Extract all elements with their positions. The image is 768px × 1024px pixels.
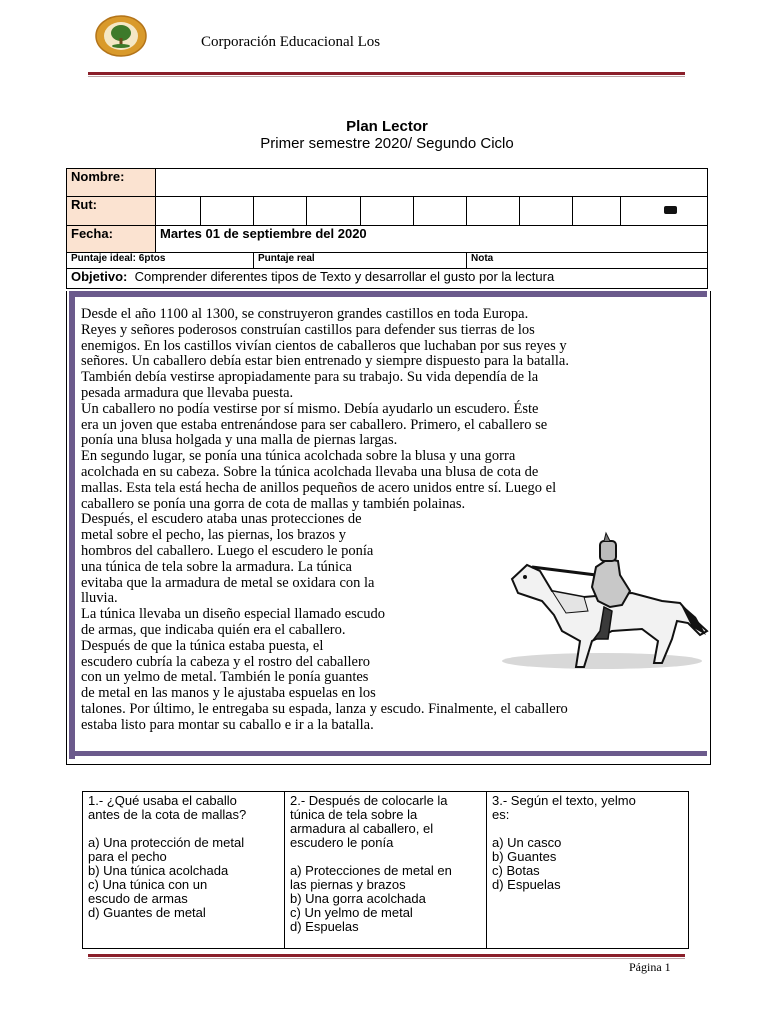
page-title: Plan Lector: [346, 118, 428, 135]
passage-line: era un joven que estaba entrenándose para ser caballero. Primero, el caballero se: [81, 416, 548, 433]
rut-digit-box[interactable]: [254, 197, 307, 226]
page-number: Página 1: [629, 960, 671, 974]
answer-option[interactable]: escudo de armas: [88, 891, 188, 906]
passage-line: ponía una blusa holgada y una malla de piernas largas.: [81, 432, 398, 449]
question-stem: armadura al caballero, el: [290, 821, 434, 836]
answer-option[interactable]: a) Protecciones de metal en: [290, 863, 452, 878]
answer-option[interactable]: para el pecho: [88, 849, 167, 864]
rut-label: Rut:: [67, 197, 156, 226]
rut-digit-box[interactable]: [520, 197, 573, 226]
question-1: [83, 792, 285, 949]
objective-label: Objetivo:: [71, 269, 128, 284]
question-stem: 3.- Según el texto, yelmo: [492, 793, 636, 808]
passage-line: En segundo lugar, se ponía una túnica acolchada sobre la blusa y una gorra: [81, 448, 516, 465]
rut-digit-box[interactable]: [467, 197, 520, 226]
rut-check-digit-box[interactable]: [621, 197, 708, 226]
date-label: Fecha:: [67, 226, 156, 253]
question-stem: escudero le ponía: [290, 835, 394, 850]
frame-top: [69, 291, 707, 297]
answer-option[interactable]: c) Una túnica con un: [88, 877, 208, 892]
passage-line: mallas. Esta tela está hecha de anillos pequeños de acero unidos entre sí. Luego el: [81, 479, 557, 496]
question-2: [285, 792, 487, 949]
answer-option[interactable]: b) Una gorra acolchada: [290, 891, 426, 906]
question-stem: es:: [492, 807, 510, 822]
objective-row: [67, 269, 708, 289]
passage-line: evitaba que la armadura de metal se oxidara con la: [81, 574, 375, 591]
question-stem: 1.- ¿Qué usaba el caballo: [88, 793, 237, 808]
answer-option[interactable]: a) Un casco: [492, 835, 562, 850]
school-name: Corporación Educacional Los: [201, 34, 381, 50]
page-subtitle: Primer semestre 2020/ Segundo Ciclo: [260, 135, 514, 152]
frame-left: [69, 291, 75, 759]
answer-option[interactable]: d) Espuelas: [290, 919, 359, 934]
passage-line: hombros del caballero. Luego el escudero le ponía: [81, 542, 374, 559]
answer-option[interactable]: c) Botas: [492, 863, 540, 878]
question-stem: 2.- Después de colocarle la: [290, 793, 448, 808]
date-value: Martes 01 de septiembre del 2020: [156, 226, 708, 253]
passage-line: También debía vestirse apropiadamente para su trabajo. Su vida dependía de la: [81, 369, 539, 386]
passage-line: escudero cubría la cabeza y el rostro del caballero: [81, 653, 371, 670]
name-label: Nombre:: [67, 169, 156, 197]
passage-line: pesada armadura que llevaba puesta.: [81, 384, 294, 401]
answer-option[interactable]: b) Una túnica acolchada: [88, 863, 229, 878]
passage-line: señores. Un caballero debía estar bien entrenado y siempre dispuesto para la batalla.: [81, 353, 569, 370]
dash-mark-icon: [664, 206, 677, 214]
student-info-table: [66, 168, 708, 289]
answer-option[interactable]: c) Un yelmo de metal: [290, 905, 413, 920]
grade: Nota: [467, 253, 708, 269]
answer-option[interactable]: las piernas y brazos: [290, 877, 406, 892]
passage-line: estaba listo para montar su caballo e ir a la batalla.: [81, 716, 374, 733]
passage-line: La túnica llevaba un diseño especial llamado escudo: [81, 606, 385, 623]
passage-line: metal sobre el pecho, las piernas, los brazos y: [81, 527, 346, 544]
real-score: Puntaje real: [254, 253, 467, 269]
rut-digit-box[interactable]: [414, 197, 467, 226]
answer-option[interactable]: d) Espuelas: [492, 877, 561, 892]
rut-digit-box[interactable]: [201, 197, 254, 226]
passage-line: Después de que la túnica estaba puesta, el: [81, 637, 324, 654]
answer-option[interactable]: b) Guantes: [492, 849, 557, 864]
knight-on-horse-icon: [492, 531, 714, 676]
passage-line: Reyes y señores poderosos construían castillos para defender sus tierras de los: [81, 321, 535, 338]
question-stem: antes de la cota de mallas?: [88, 807, 247, 822]
footer-rule: [88, 954, 685, 957]
header-rule-thin: [88, 76, 685, 77]
passage-line: caballero se ponía una gorra de cota de mallas y también polainas.: [81, 495, 466, 512]
objective-text: Comprender diferentes tipos de Texto y desarrollar el gusto por la lectura: [134, 269, 555, 284]
passage-line: de metal en las manos y le ajustaba espuelas en los: [81, 685, 376, 702]
passage-line: enemigos. En los castillos vivían cientos de caballeros que luchaban por sus reyes y: [81, 337, 567, 354]
frame-bottom: [69, 751, 707, 756]
answer-option[interactable]: d) Guantes de metal: [88, 905, 206, 920]
questions-table: [82, 791, 689, 949]
passage-line: Desde el año 1100 al 1300, se construyeron grandes castillos en toda Europa.: [81, 306, 529, 322]
rut-digit-box[interactable]: [307, 197, 361, 226]
name-field[interactable]: [156, 169, 708, 197]
passage-line: talones. Por último, le entregaba su espada, lanza y escudo. Finalmente, el caballero: [81, 700, 568, 717]
passage-line: lluvia.: [81, 590, 118, 607]
passage-line: Después, el escudero ataba unas protecciones de: [81, 511, 362, 528]
header-rule: [88, 72, 685, 75]
answer-option[interactable]: a) Una protección de metal: [88, 835, 245, 850]
rut-digit-box[interactable]: [361, 197, 414, 226]
passage-line: una túnica de tela sobre la armadura. La túnica: [81, 558, 352, 575]
reading-passage: [66, 291, 711, 765]
ideal-score: Puntaje ideal: 6ptos: [67, 253, 254, 269]
question-stem: túnica de tela sobre la: [290, 807, 418, 822]
passage-line: acolchada en su cabeza. Sobre la túnica acolchada llevaba una blusa de cota de: [81, 463, 539, 480]
passage-line: Un caballero no podía vestirse por sí mismo. Debía ayudarlo un escudero. Éste: [81, 400, 539, 417]
passage-line: de armas, que indicaba quién era el caballero.: [81, 621, 346, 638]
footer-rule-thin: [88, 958, 685, 959]
rut-digit-box[interactable]: [156, 197, 201, 226]
question-3: [487, 792, 689, 949]
rut-digit-box[interactable]: [573, 197, 621, 226]
passage-line: con un yelmo de metal. También le ponía guantes: [81, 669, 369, 686]
school-logo-icon: [95, 15, 147, 57]
